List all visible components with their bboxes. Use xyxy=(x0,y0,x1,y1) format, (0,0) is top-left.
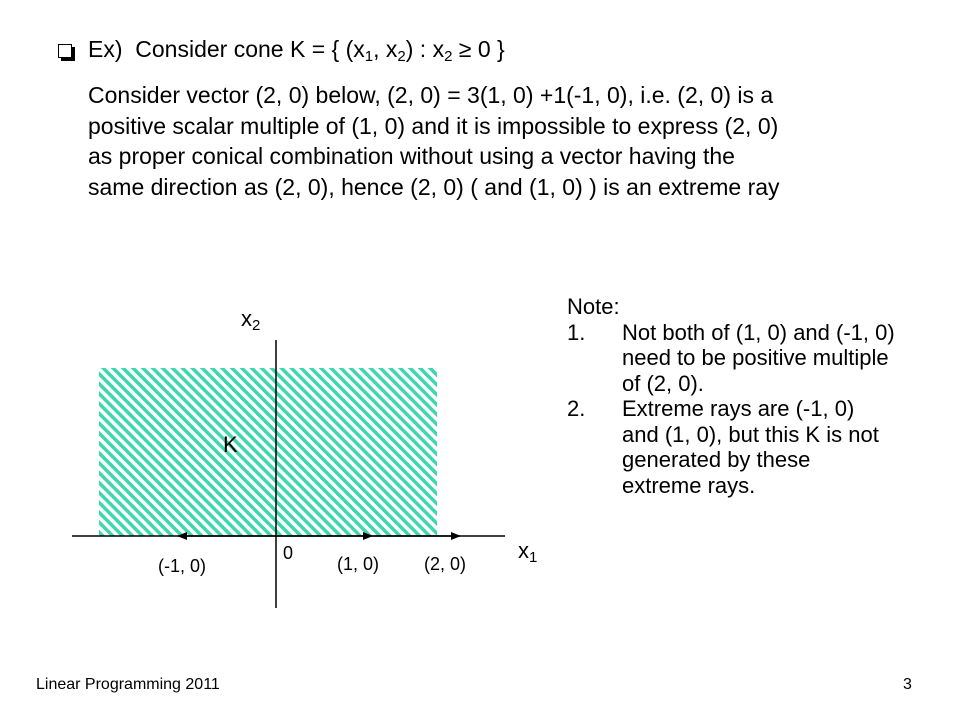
origin-label: 0 xyxy=(283,543,294,563)
vector-neg1-label: (-1, 0) xyxy=(158,556,207,576)
note-item-number: 1. xyxy=(567,319,586,345)
footer-course: Linear Programming 2011 xyxy=(36,676,220,693)
note-item: 1. Not both of (1, 0) and (-1, 0) need to be positive multiple of (2, 0). xyxy=(567,319,895,396)
page-number: 3 xyxy=(903,676,912,693)
cone-region-k xyxy=(99,368,437,536)
paragraph-line: Consider vector (2, 0) below, (2, 0) = 3(1, 0) +1(-1, 0), i.e. (2, 0) is a xyxy=(88,82,774,108)
note-block xyxy=(567,294,957,498)
paragraph-line: as proper conical combination without using a vector having the xyxy=(88,143,735,169)
y-axis-label: $x_2$ xyxy=(241,306,261,334)
note-title: Note: xyxy=(567,294,620,319)
x-axis-label: $x_1$ xyxy=(518,538,538,566)
region-label-k: K xyxy=(223,432,238,457)
vector-1-label: (1, 0) xyxy=(337,554,380,574)
example-heading: Ex) Consider cone K = { ($x_1$, $x_2$) : $x_2 \ge 0$ } xyxy=(88,36,505,65)
note-item: 2. Extreme rays are (-1, 0) and (1, 0), but this K is not generated by these extreme rays. xyxy=(567,396,879,498)
vector-2-label: (2, 0) xyxy=(424,554,467,574)
note-item-number: 2. xyxy=(567,396,586,421)
paragraph-line: same direction as (2, 0), hence (2, 0) ( and (1, 0) ) is an extreme ray xyxy=(88,173,780,200)
example-label: Ex) xyxy=(88,36,123,62)
paragraph-line: positive scalar multiple of (1, 0) and it is impossible to express (2, 0) xyxy=(88,112,779,139)
